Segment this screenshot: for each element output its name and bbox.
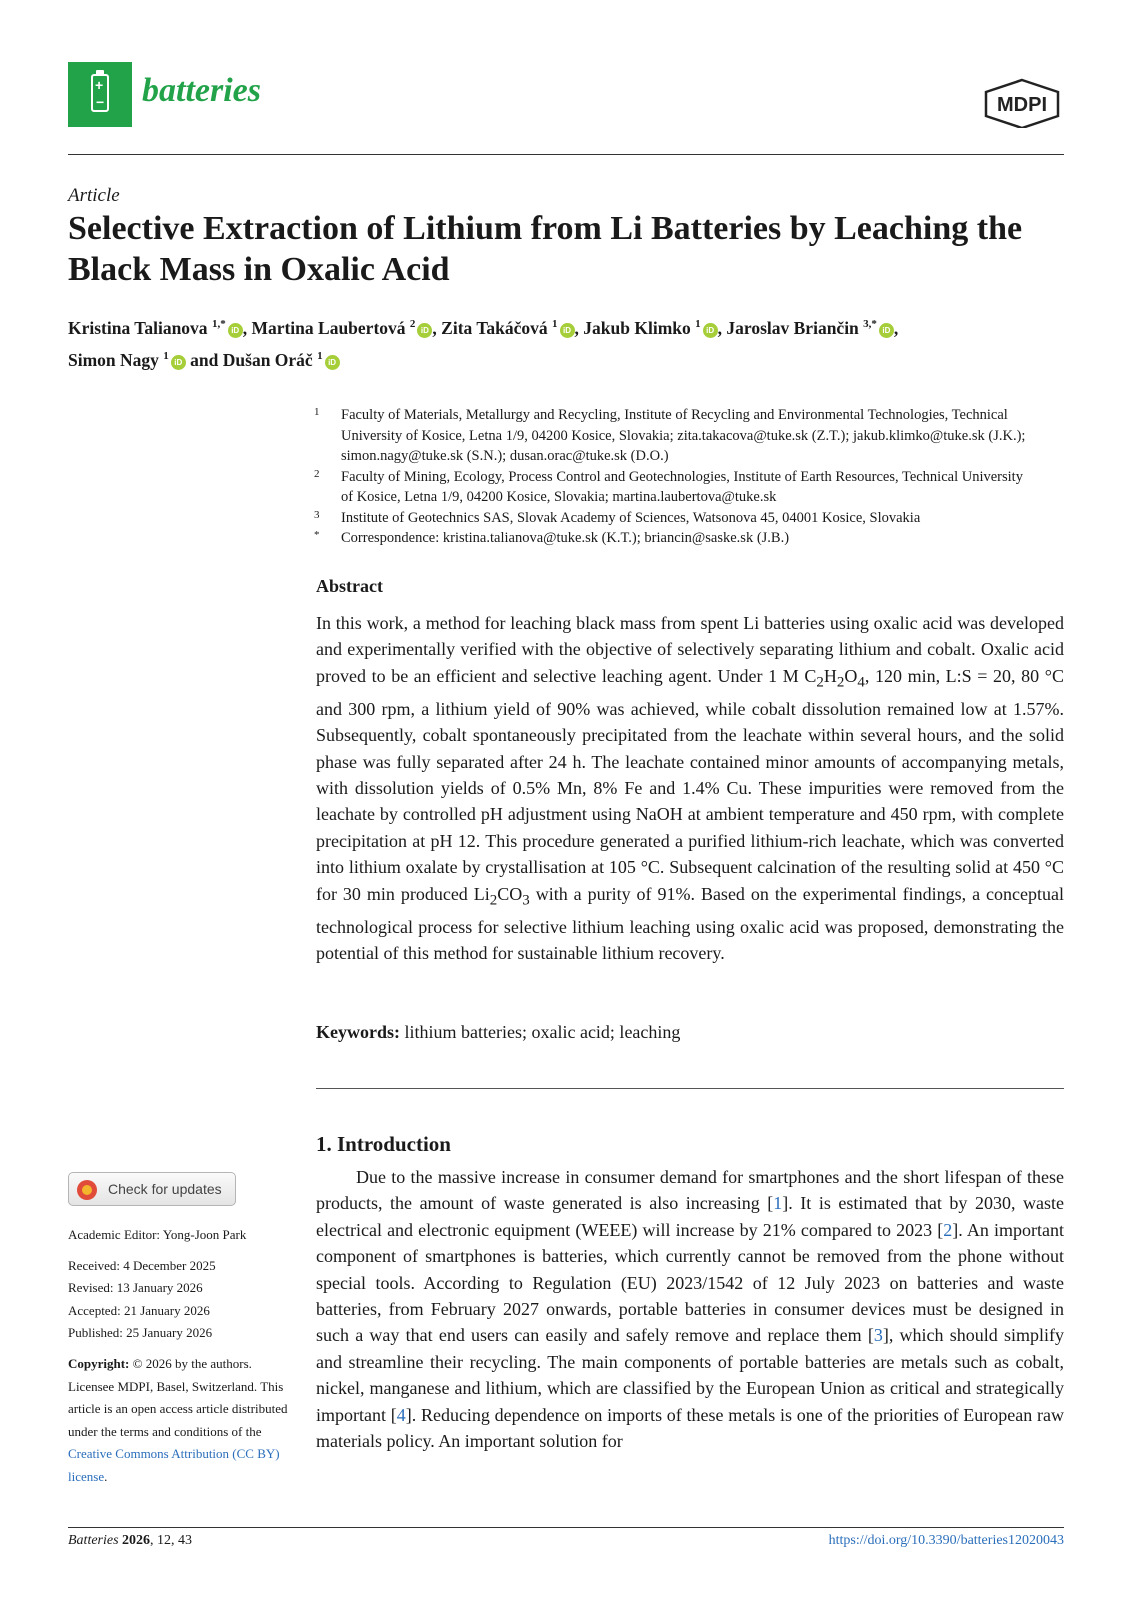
- footer-divider: [68, 1527, 1064, 1528]
- orcid-icon[interactable]: iD: [417, 323, 432, 338]
- license-link[interactable]: Creative Commons Attribution (CC BY) license: [68, 1446, 280, 1484]
- affiliation-number: *: [314, 529, 320, 541]
- author-separator: ,: [432, 317, 442, 338]
- publisher-name: MDPI: [997, 94, 1047, 116]
- author-name: Jaroslav Briančin: [726, 317, 864, 338]
- author-name: Kristina Talianova: [68, 317, 212, 338]
- published-date: Published: 25 January 2026: [68, 1325, 213, 1341]
- paper-title: Selective Extraction of Lithium from Li Batteries by Leaching the Black Mass in Oxalic Acid: [68, 210, 1023, 288]
- author-separator: and: [185, 349, 223, 370]
- update-check-icon: [77, 1180, 97, 1200]
- academic-editor: Academic Editor: Yong-Joon Park: [68, 1227, 247, 1242]
- ref-link[interactable]: 4: [396, 1404, 406, 1425]
- affiliation-text: Faculty of Materials, Metallurgy and Recycling, Institute of Recycling and Environmental Technologies, Technical University of Kosice, Letna 1/9, 04200 Kosice, Slovakia; zita.takacova@tuke.sk (Z.T.); jakub.klimko@tuke.sk (J.K.); simon.nagy@tuke.sk (S.N.); dusan.orac@tuke.sk (D.O.): [341, 407, 1026, 464]
- affiliation-number: 2: [314, 467, 320, 480]
- article-type: Article: [68, 185, 120, 206]
- author-name: Dušan Oráč: [222, 349, 318, 370]
- author-list: [68, 310, 1068, 374]
- author-name: Martina Laubertová: [251, 317, 410, 338]
- ref-link[interactable]: 1: [773, 1193, 783, 1214]
- affiliation-text: Institute of Geotechnics SAS, Slovak Academy of Sciences, Watsonova 45, 04001 Kosice, Slovakia: [341, 509, 921, 526]
- orcid-icon[interactable]: iD: [325, 355, 340, 370]
- abstract-divider: [316, 1088, 1064, 1089]
- check-for-updates-label: Check for updates: [108, 1181, 222, 1197]
- keywords: [316, 1022, 680, 1043]
- keywords-label: Keywords:: [316, 1022, 400, 1042]
- check-for-updates-button[interactable]: [68, 1172, 236, 1206]
- received-date: Received: 4 December 2025: [68, 1257, 216, 1273]
- affiliation-item: [314, 508, 1034, 529]
- abstract-heading: Abstract: [316, 576, 383, 596]
- ref-link[interactable]: 2: [943, 1219, 953, 1240]
- orcid-icon[interactable]: iD: [560, 323, 575, 338]
- intro-paragraph: Due to the massive increase in consumer demand for smartphones and the short lifespan of these products, the amount of waste generated is also increasing [1]. It is estimated that by 2030, waste electrical and electronic equipment (WEEE) will increase by 21% compared to 2023 [2]. An important component of smartphones is batteries, which currently cannot be removed from the phone without special tools. According to Regulation (EU) 2023/1542 of 12 July 2023 on batteries and waste batteries, from February 2027 onwards, portable batteries in consumer devices must be designed in such a way that end users can easily and safely remove and replace them [3], which should simplify and streamline their recycling. The main components of portable batteries are metals such as cobalt, nickel, manganese and lithium, which are classified by the European Union as critical and strategically important [4]. Reducing dependence on imports of these metals is one of the priorities of European raw materials policy. An important solution for: [316, 1167, 1064, 1452]
- affiliation-item: [314, 405, 1034, 467]
- author-separator: ,: [574, 317, 584, 338]
- mdpi-logo: [982, 78, 1062, 128]
- author-affiliation-marker: 1: [695, 318, 701, 330]
- keywords-text: lithium batteries; oxalic acid; leaching: [404, 1022, 681, 1042]
- header-divider: [68, 154, 1064, 155]
- affiliation-number: 1: [314, 406, 320, 418]
- orcid-icon[interactable]: iD: [228, 323, 243, 338]
- author-affiliation-marker: 1,*: [211, 318, 226, 330]
- journal-name: batteries: [142, 72, 261, 109]
- orcid-icon[interactable]: iD: [171, 355, 186, 370]
- orcid-icon[interactable]: iD: [879, 323, 894, 338]
- affiliation-number: 3: [314, 508, 320, 521]
- affiliation-item: [314, 467, 1034, 508]
- author-name: Zita Takáčová: [441, 317, 553, 338]
- author-separator: ,: [717, 317, 727, 338]
- article-info: [68, 1224, 288, 1489]
- copyright-notice: Copyright: © 2026 by the authors. Licensee MDPI, Basel, Switzerland. This article is an open access article distributed under the terms and conditions of the Creative Commons Attribution (CC BY) license.: [68, 1355, 288, 1484]
- author-name: Jakub Klimko: [583, 317, 696, 338]
- minus-icon: −: [96, 94, 105, 110]
- affiliation-text: Correspondence: kristina.talianova@tuke.sk (K.T.); briancin@saske.sk (J.B.): [341, 530, 790, 546]
- ref-link[interactable]: 3: [873, 1325, 883, 1346]
- author-affiliation-marker: 3,*: [863, 318, 877, 330]
- affiliation-item: [314, 528, 1034, 549]
- author-affiliation-marker: 2: [409, 318, 416, 330]
- affiliation-text: Faculty of Mining, Ecology, Process Control and Geotechnologies, Institute of Earth Resources, Technical University of Kosice, Letna 1/9, 04200 Kosice, Slovakia; martina.laubertova@tuke.sk: [341, 468, 1023, 505]
- orcid-icon[interactable]: iD: [703, 323, 718, 338]
- citation: Batteries 2026, 12, 43: [68, 1533, 193, 1548]
- affiliations: [314, 405, 1034, 549]
- plus-icon: +: [95, 77, 104, 93]
- accepted-date: Accepted: 21 January 2026: [68, 1302, 210, 1318]
- section-heading: 1. Introduction: [316, 1132, 451, 1156]
- revised-date: Revised: 13 January 2026: [68, 1280, 203, 1296]
- doi-link[interactable]: https://doi.org/10.3390/batteries12020043: [828, 1533, 1064, 1548]
- author-separator: ,: [893, 317, 899, 338]
- author-separator: ,: [242, 317, 252, 338]
- author-name: Simon Nagy: [68, 349, 164, 370]
- author-affiliation-marker: 1: [317, 349, 323, 362]
- author-affiliation-marker: 1: [552, 318, 558, 330]
- abstract-text: In this work, a method for leaching black mass from spent Li batteries using oxalic acid was developed and experimentally verified with the objective of selectively separating lithium and cobalt. Oxalic acid proved to be an efficient and selective leaching agent. Under 1 M $C_2H_2O_4$, 120 min, L:S = 20, 80 °C and 300 rpm, a lithium yield of 90% was achieved, while cobalt dissolution remained low at 1.57%. Subsequently, cobalt spontaneously precipitated from the leachate within several hours, and the solid phase was fully separated after 24 h. The leachate contained minor amounts of accompanying metals, with dissolution yields of 0.5% Mn, 8% Fe and 1.4% Cu. These impurities were removed from the leachate by controlled pH adjustment using NaOH at ambient temperature and 450 rpm, with complete precipitation at pH 12. This procedure generated a purified lithium-rich leachate, which was converted into lithium oxalate by crystallisation at 105 °C. Subsequent calcination of the resulting solid at 450 °C for 30 min produced $Li_2CO_3$ with a purity of 91%. Based on the experimental findings, a conceptual technological process for selective lithium leaching using oxalic acid was proposed, demonstrating the potential of this method for sustainable lithium recovery.: [316, 613, 1065, 964]
- author-affiliation-marker: 1: [163, 349, 169, 362]
- journal-logo: [68, 62, 132, 127]
